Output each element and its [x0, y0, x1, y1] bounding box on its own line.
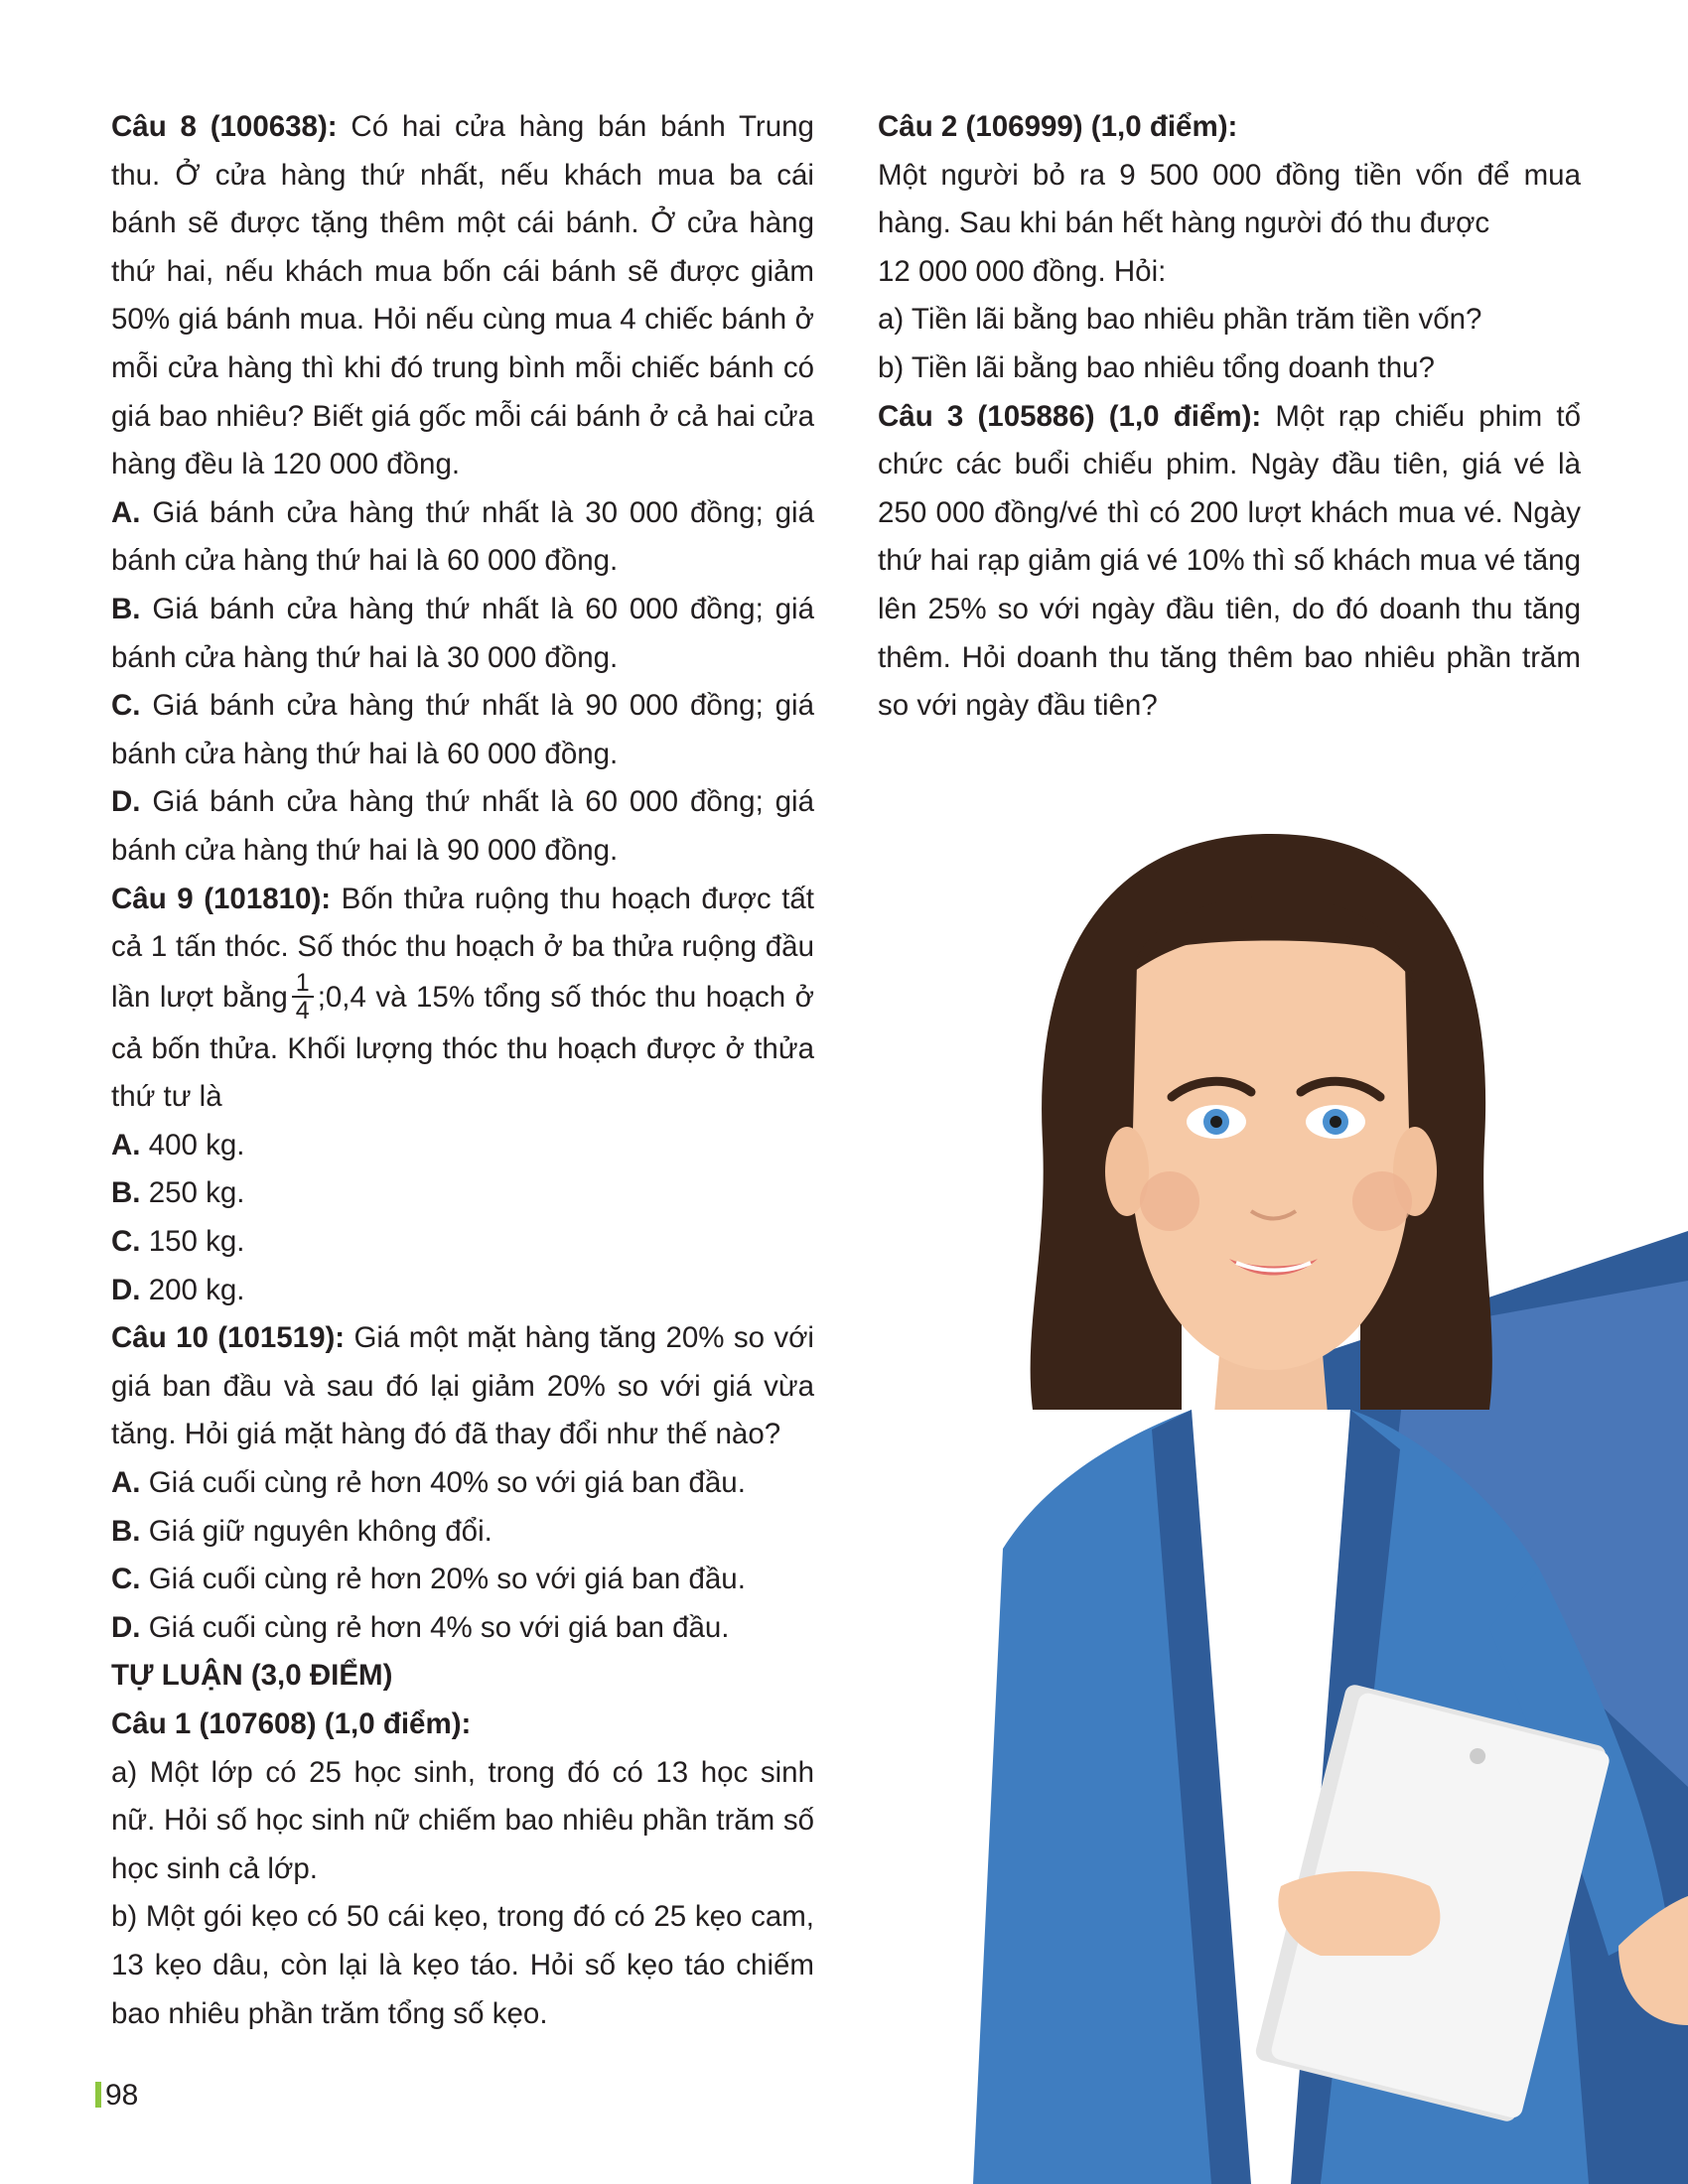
fraction-numerator: 1 [292, 970, 314, 998]
question-text: Giá một mặt hàng tăng 20% so với giá ban đầu và sau đó lại giảm 20% so với giá vừa tăng. Hỏi giá mặt hàng đó đã thay đổi như thế nào? [111, 1321, 814, 1451]
question-text-cont: ;0,4 và 15% tổng số thóc thu hoạch ở cả bốn thửa. Khối lượng thóc thu hoạch được ở thửa thứ tư là [111, 980, 814, 1114]
question-9 [111, 876, 814, 1122]
option-key: B. [111, 592, 141, 625]
option-a [111, 1122, 814, 1170]
option-key: B. [111, 1514, 141, 1548]
option-text: Giá cuối cùng rẻ hơn 40% so với giá ban đầu. [148, 1466, 746, 1500]
question-label: Câu 10 (101519): [111, 1321, 346, 1355]
option-b [111, 1508, 814, 1557]
option-text: 200 kg. [148, 1273, 245, 1306]
option-text: Giá bánh cửa hàng thứ nhất là 60 000 đồng; giá bánh cửa hàng thứ hai là 90 000 đồng. [111, 785, 814, 867]
essay-3-text: Một rạp chiếu phim tổ chức các buổi chiếu phim. Ngày đầu tiên, giá vé là 250 000 đồng/vé thì có 200 lượt khách mua vé. Ngày thứ hai rạp giảm giá vé 10% thì số khách mua vé tăng lên 25% so với ngày đầu tiên, do đó doanh thu tăng thêm. Hỏi doanh thu tăng thêm bao nhiêu phần trăm so với ngày đầu tiên? [878, 399, 1581, 723]
essay-2-label: Câu 2 (106999) (1,0 điểm): [878, 110, 1238, 143]
option-key: C. [111, 1563, 141, 1596]
fraction-denominator: 4 [295, 996, 310, 1024]
page-footer [95, 2079, 138, 2113]
essay-3-label: Câu 3 (105886) (1,0 điểm): [878, 399, 1262, 433]
fraction [292, 970, 314, 1024]
option-key: A. [111, 1128, 141, 1161]
option-b [111, 586, 814, 682]
option-text: Giá cuối cùng rẻ hơn 20% so với giá ban đầu. [148, 1563, 746, 1596]
option-a [111, 489, 814, 586]
option-d [111, 1604, 814, 1653]
option-text: 250 kg. [148, 1176, 245, 1210]
option-d [111, 778, 814, 875]
option-key: A. [111, 1466, 141, 1500]
option-c [111, 682, 814, 778]
option-c [111, 1556, 814, 1604]
question-text: Bốn thửa ruộng thu hoạch được tất cả 1 tấn thóc. Số thóc thu hoạch ở ba thửa ruộng đầu lần lượt bằng [111, 882, 814, 1014]
option-key: D. [111, 1610, 141, 1644]
essay-2-text: Một người bỏ ra 9 500 000 đồng tiền vốn để mua hàng. Sau khi bán hết hàng người đó thu được [878, 158, 1581, 240]
question-label: Câu 9 (101810): [111, 882, 332, 915]
essay-2-part-b: b) Tiền lãi bằng bao nhiêu tổng doanh thu? [878, 350, 1435, 384]
cheek-right [1352, 1171, 1412, 1231]
page-number-marker [95, 2082, 101, 2108]
option-text: 400 kg. [148, 1128, 245, 1161]
option-text: Giá cuối cùng rẻ hơn 4% so với giá ban đầu. [148, 1610, 730, 1644]
essay-1-part-a: a) Một lớp có 25 học sinh, trong đó có 13 học sinh nữ. Hỏi số học sinh nữ chiếm bao nhiêu phần trăm số học sinh cả lớp. [111, 1755, 814, 1885]
question-text: Có hai cửa hàng bán bánh Trung thu. Ở cửa hàng thứ nhất, nếu khách mua ba cái bánh sẽ được tặng thêm một cái bánh. Ở cửa hàng thứ hai, nếu khách mua bốn cái bánh sẽ được giảm 50% giá bánh mua. Hỏi nếu cùng mua 4 chiếc bánh ở mỗi cửa hàng thì khi đó trung bình mỗi chiếc bánh có giá bao nhiêu? Biết giá gốc mỗi cái bánh ở cả hai cửa hàng đều là 120 000 đồng. [111, 110, 814, 481]
option-text: 150 kg. [148, 1225, 245, 1259]
option-text: Giá bánh cửa hàng thứ nhất là 60 000 đồng; giá bánh cửa hàng thứ hai là 30 000 đồng. [111, 592, 814, 674]
face [1132, 941, 1410, 1371]
essay-2-part-a: a) Tiền lãi bằng bao nhiêu phần trăm tiền vốn? [878, 303, 1482, 337]
option-d [111, 1267, 814, 1315]
essay-2-text-cont: 12 000 000 đồng. Hỏi: [878, 254, 1167, 288]
teacher-illustration [854, 814, 1688, 2184]
option-key: D. [111, 1273, 141, 1306]
option-text: Giá bánh cửa hàng thứ nhất là 90 000 đồng; giá bánh cửa hàng thứ hai là 60 000 đồng. [111, 689, 814, 770]
right-column [878, 103, 1581, 731]
page-number: 98 [105, 2079, 139, 2112]
option-text: Giá bánh cửa hàng thứ nhất là 30 000 đồng; giá bánh cửa hàng thứ hai là 60 000 đồng. [111, 495, 814, 578]
essay-heading: TỰ LUẬN (3,0 ĐIỂM) [111, 1659, 393, 1693]
option-key: B. [111, 1176, 141, 1210]
option-key: C. [111, 1225, 141, 1259]
question-label: Câu 8 (100638): [111, 110, 338, 143]
option-key: A. [111, 495, 141, 529]
essay-1-label: Câu 1 (107608) (1,0 điểm): [111, 1707, 472, 1740]
hand [1278, 1871, 1440, 1956]
question-10 [111, 1314, 814, 1459]
cheek-left [1140, 1171, 1199, 1231]
question-8 [111, 103, 814, 489]
essay-1-part-b: b) Một gói kẹo có 50 cái kẹo, trong đó có 25 kẹo cam, 13 kẹo dâu, còn lại là kẹo táo. Hỏi số kẹo táo chiếm bao nhiêu phần trăm tổng số kẹo. [111, 1900, 814, 2030]
option-a [111, 1459, 814, 1508]
essay-3 [878, 393, 1581, 731]
option-key: D. [111, 785, 141, 819]
option-key: C. [111, 689, 141, 723]
left-column [111, 103, 814, 2038]
option-text: Giá giữ nguyên không đổi. [148, 1514, 492, 1548]
option-b [111, 1169, 814, 1218]
option-c [111, 1218, 814, 1267]
